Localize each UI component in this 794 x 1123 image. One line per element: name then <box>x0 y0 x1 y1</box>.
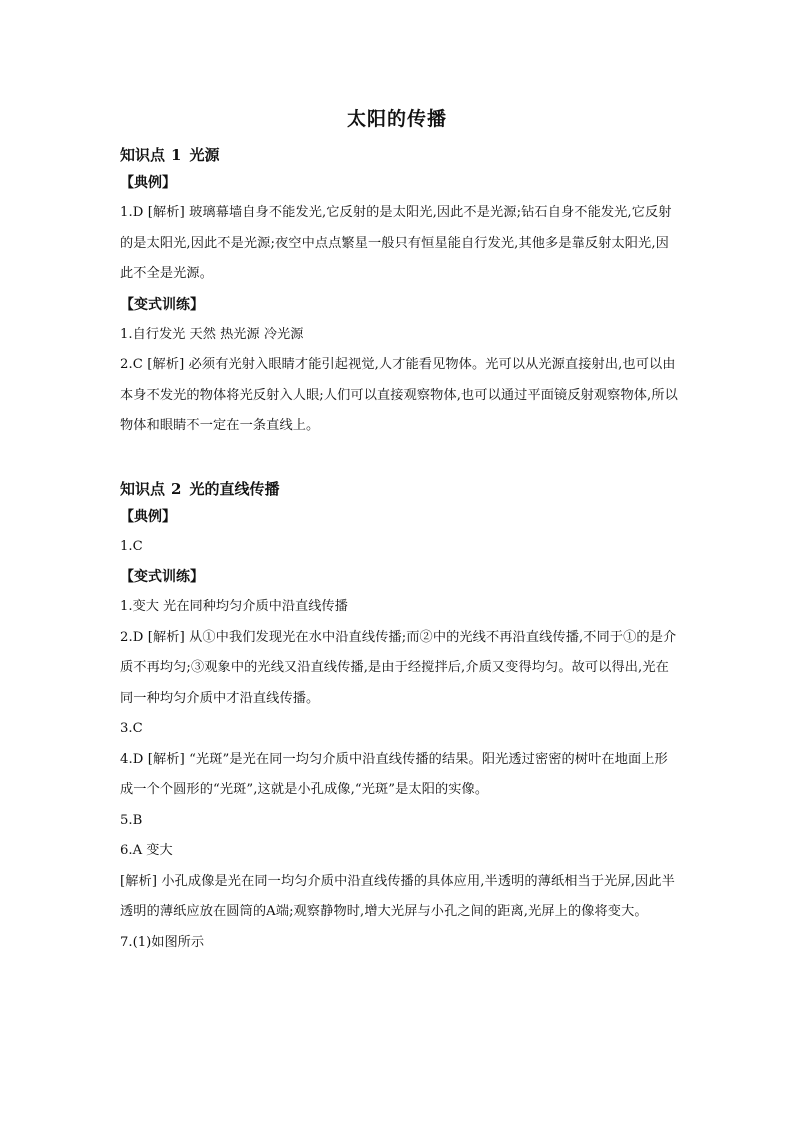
document-body <box>120 142 680 958</box>
variant-answer-4: 4.D [解析] “光斑”是光在同一均匀介质中沿直线传播的结果。阳光透过密密的树叶在地面上形成一个个圆形的“光斑”,这就是小孔成像,“光斑”是太阳的实像。 <box>120 751 668 797</box>
variant-answer-3: 3.C <box>120 721 143 736</box>
section-heading-text: 光的直线传播 <box>189 479 280 498</box>
variant-answer-1: 1.变大 光在同种均匀介质中沿直线传播 <box>120 599 348 614</box>
variant-answer-6: 6.A 变大 <box>120 843 173 858</box>
variant-answer-7: 7.(1)如图所示 <box>120 934 205 950</box>
section-heading-1 <box>120 142 680 168</box>
section-heading-number: 2 <box>171 479 182 498</box>
section-heading-2 <box>120 476 680 502</box>
variant-tag: 【变式训练】 <box>120 296 204 313</box>
example-tag: 【典例】 <box>120 508 176 525</box>
variant-answer-6-analysis: [解析] 小孔成像是光在同一均匀介质中沿直线传播的具体应用,半透明的薄纸相当于光屏,因此半透明的薄纸应放在圆筒的A端;观察静物时,增大光屏与小孔之间的距离,光屏上的像将变大。 <box>120 873 675 919</box>
section-heading-number: 1 <box>171 146 182 164</box>
variant-answer-5: 5.B <box>120 812 143 828</box>
section-heading-text: 光源 <box>189 146 220 164</box>
document-title: 太阳的传播 <box>346 108 447 130</box>
section-heading-prefix: 知识点 <box>120 479 166 498</box>
example-tag: 【典例】 <box>120 175 176 191</box>
example-answer: 1.D [解析] 玻璃幕墙自身不能发光,它反射的是太阳光,因此不是光源;钻石自身不能发光,它反射的是太阳光,因此不是光源;夜空中点点繁星一般只有恒星能自行发光,其他多是靠反射太阳光,因此不全是光源。 <box>120 205 672 281</box>
variant-answer-2: 2.D [解析] 从①中我们发现光在水中沿直线传播;而②中的光线不再沿直线传播,不同于①的是介质不再均匀;③观象中的光线又沿直线传播,是由于经搅拌后,介质又变得均匀。故可以得出,光在同一种均匀介质中才沿直线传播。 <box>120 629 677 706</box>
variant-answer-2: 2.C [解析] 必须有光射入眼睛才能引起视觉,人才能看见物体。光可以从光源直接射出,也可以由本身不发光的物体将光反射入人眼;人们可以直接观察物体,也可以通过平面镜反射观察物体,所以物体和眼睛不一定在一条直线上。 <box>120 357 678 433</box>
section-heading-prefix: 知识点 <box>120 146 166 164</box>
variant-tag: 【变式训练】 <box>120 569 204 585</box>
variant-answer-1: 1.自行发光 天然 热光源 冷光源 <box>120 326 304 342</box>
example-answer: 1.C <box>120 538 143 554</box>
